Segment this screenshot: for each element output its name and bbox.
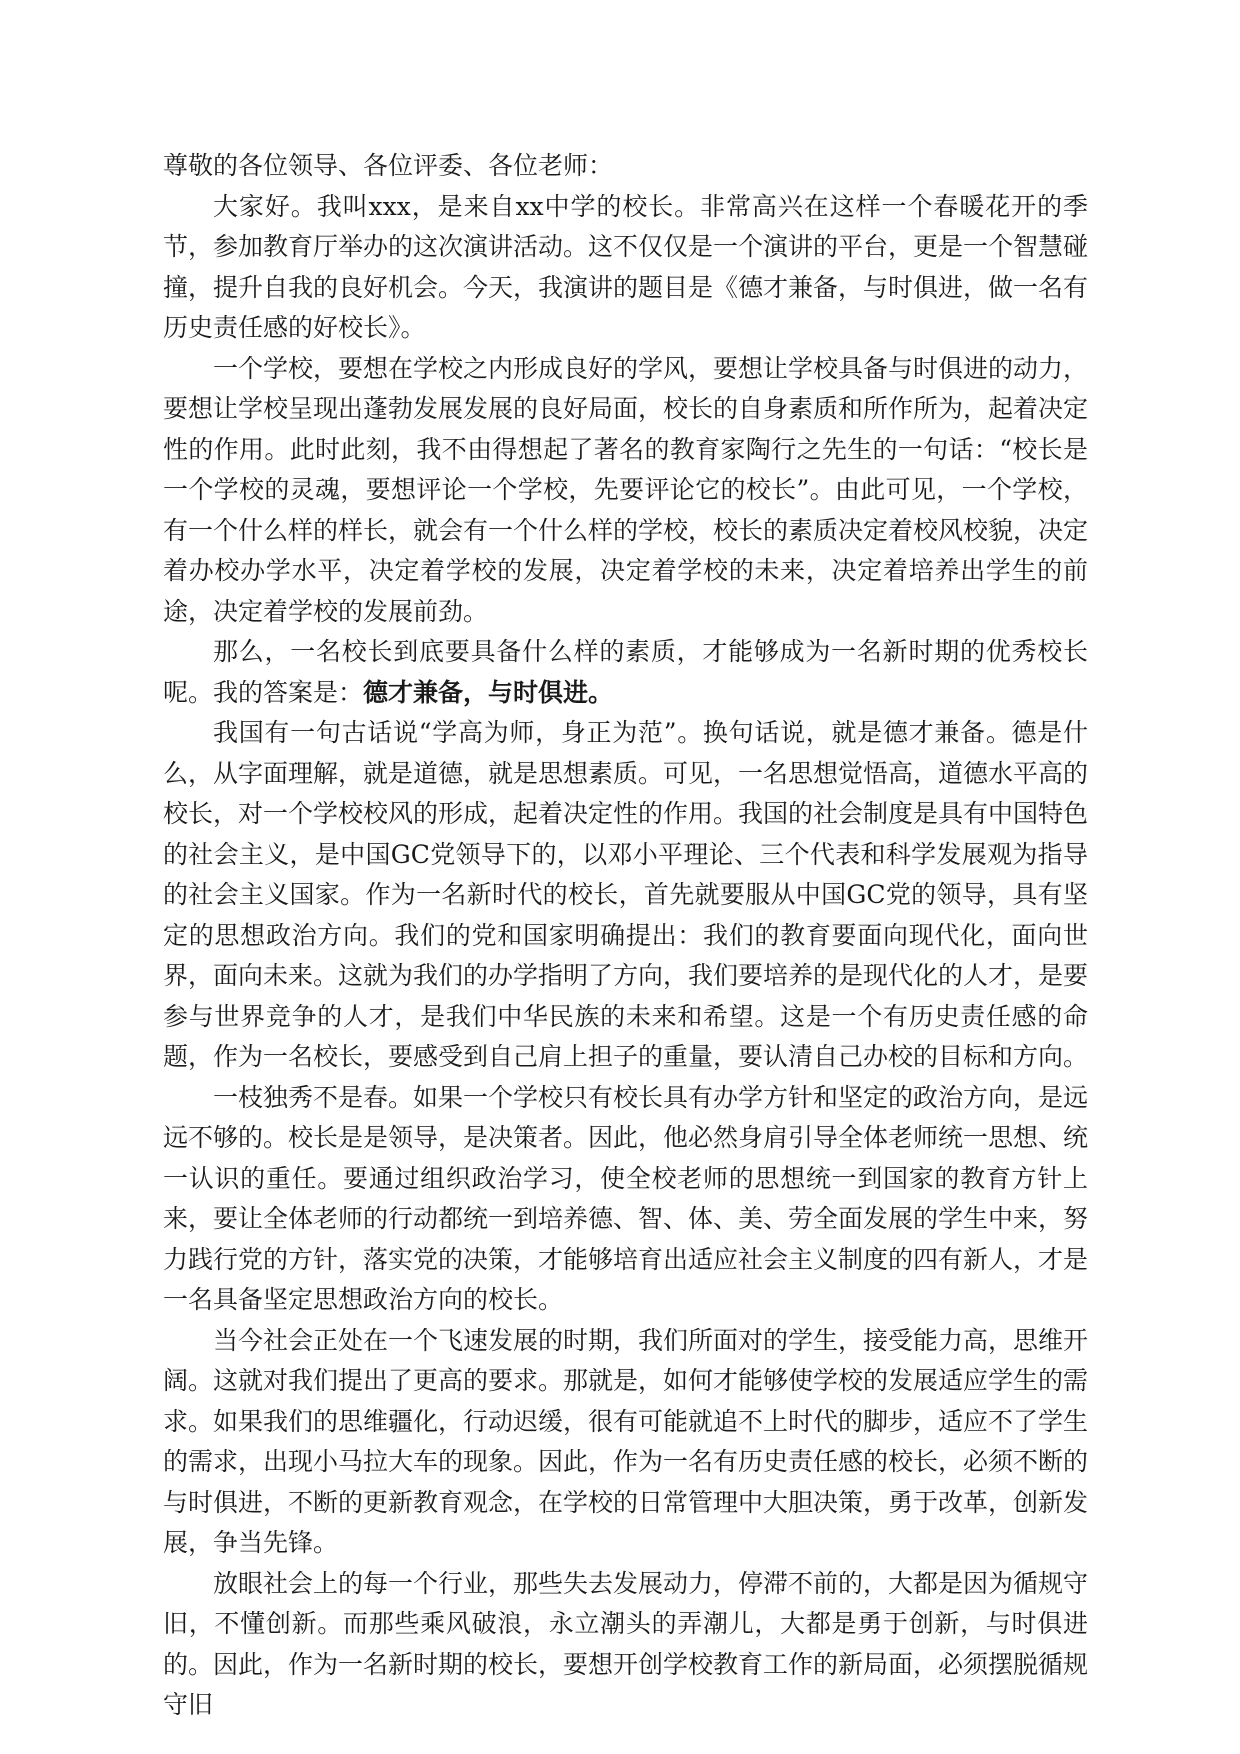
document-page xyxy=(163,146,1088,1726)
paragraph-question xyxy=(163,632,1088,713)
paragraph-introduction: 大家好。我叫xxx，是来自xx中学的校长。非常高兴在这样一个春暖花开的季节，参加教育厅举办的这次演讲活动。这不仅仅是一个演讲的平台，更是一个智慧碰撞，提升自我的良好机会。今天，我演讲的题目是《德才兼备，与时俱进，做一名有历史责任感的好校长》。 xyxy=(163,191,1089,342)
paragraph-development: 当今社会正处在一个飞速发展的时期，我们所面对的学生，接受能力高，思维开阔。这就对我们提出了更高的要求。那就是，如何才能够使学校的发展适应学生的需求。如果我们的思维疆化，行动迟缓，很有可能就追不上时代的脚步，适应不了学生的需求，出现小马拉大车的现象。因此，作为一名有历史责任感的校长，必须不断的与时俱进，不断的更新教育观念，在学校的日常管理中大胆决策，勇于改革，创新发展，争当先锋。 xyxy=(163,1325,1089,1557)
paragraph-principal-role: 一个学校，要想在学校之内形成良好的学风，要想让学校具备与时俱进的动力，要想让学校呈现出蓬勃发展发展的良好局面，校长的自身素质和所作所为，起着决定性的作用。此时此刻，我不由得想起了著名的教育家陶行之先生的一句话：“校长是一个学校的灵魂，要想评论一个学校，先要评论它的校长”。由此可见，一个学校，有一个什么样的样长，就会有一个什么样的学校，校长的素质决定着校风校貌，决定着办校办学水平，决定着学校的发展，决定着学校的未来，决定着培养出学生的前途，决定着学校的发展前劲。 xyxy=(163,353,1089,626)
salutation: 尊敬的各位领导、各位评委、各位老师： xyxy=(163,151,614,180)
answer-emphasis: 德才兼备，与时俱进。 xyxy=(363,677,614,707)
paragraph-question-text: 那么，一名校长到底要具备什么样的素质，才能够成为一名新时期的优秀校长呢。我的答案是： xyxy=(163,637,1088,707)
paragraph-virtue: 我国有一句古话说“学高为师，身正为范”。换句话说，就是德才兼备。德是什么，从字面理解，就是道德，就是思想素质。可见，一名思想觉悟高，道德水平高的校长，对一个学校校风的形成，起着决定性的作用。我国的社会制度是具有中国特色的社会主义，是中国GC党领导下的，以邓小平理论、三个代表和科学发展观为指导的社会主义国家。作为一名新时代的校长，首先就要服从中国GC党的领导，具有坚定的思想政治方向。我们的党和国家明确提出：我们的教育要面向现代化，面向世界，面向未来。这就为我们的办学指明了方向，我们要培养的是现代化的人才，是要参与世界竞争的人才，是我们中华民族的未来和希望。这是一个有历史责任感的命题，作为一名校长，要感受到自己肩上担子的重量，要认清自己办校的目标和方向。 xyxy=(163,718,1089,1071)
paragraph-innovation: 放眼社会上的每一个行业，那些失去发展动力，停滞不前的，大都是因为循规守旧，不懂创新。而那些乘风破浪，永立潮头的弄潮儿，大都是勇于创新，与时俱进的。因此，作为一名新时期的校长，要想开创学校教育工作的新局面，必须摆脱循规守旧 xyxy=(163,1568,1089,1719)
paragraph-unity: 一枝独秀不是春。如果一个学校只有校长具有办学方针和坚定的政治方向，是远远不够的。校长是是领导，是决策者。因此，他必然身肩引导全体老师统一思想、统一认识的重任。要通过组织政治学习，使全校老师的思想统一到国家的教育方针上来，要让全体老师的行动都统一到培养德、智、体、美、劳全面发展的学生中来，努力践行党的方针，落实党的决策，才能够培育出适应社会主义制度的四有新人，才是一名具备坚定思想政治方向的校长。 xyxy=(163,1082,1089,1314)
